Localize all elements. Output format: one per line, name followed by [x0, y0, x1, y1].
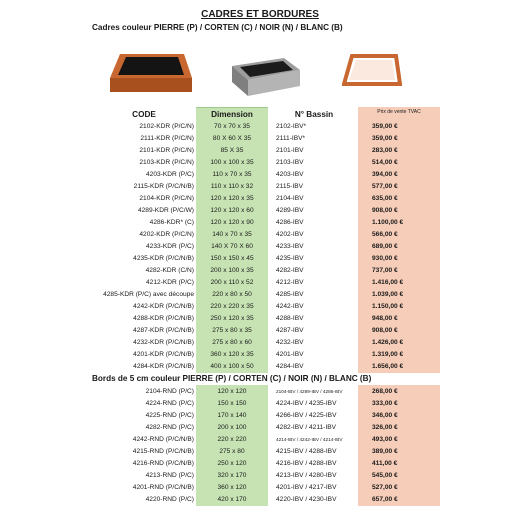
dimension-value: 120 x 120 x 90: [210, 219, 254, 226]
column-header-code: CODE: [132, 109, 156, 119]
dimension-value: 150 x 150: [217, 400, 247, 407]
dimension-value: 400 x 100 x 50: [210, 363, 254, 370]
dimension-value: 250 x 120 x 35: [210, 315, 254, 322]
product-code: 4235-KDR (P/C/N/B): [133, 255, 194, 262]
dimension-value: 220 x 80 x 50: [212, 291, 252, 298]
dimension-value: 360 x 120: [217, 484, 247, 491]
product-code: 4287-KDR (P/C/N/B): [133, 327, 194, 334]
table-row: [0, 386, 520, 398]
product-code: 4242-RND (P/C/N/B): [132, 436, 194, 443]
dimension-value: 220 x 220: [217, 436, 247, 443]
table-row: [0, 434, 520, 446]
bassin-number: 4216-IBV / 4288-IBV: [276, 460, 337, 467]
bassin-number: 4235-IBV: [276, 255, 304, 262]
product-code: 4202-KDR (P/C/N): [139, 231, 194, 238]
price-value: 1.416,00 €: [372, 279, 404, 286]
table-row: [0, 157, 520, 169]
bassin-number: 4214-IBV / 4242-IBV / 4214-IBV: [276, 437, 343, 442]
dimension-value: 140 x 70 x 35: [212, 231, 252, 238]
table-row: [0, 289, 520, 301]
table-row: [0, 494, 520, 506]
bassin-number: 4242-IBV: [276, 303, 304, 310]
table-row: [0, 121, 520, 133]
price-value: 359,00 €: [372, 123, 398, 130]
table-row: [0, 470, 520, 482]
product-code: 4284-KDR (P/C/N/B): [133, 363, 194, 370]
dimension-value: 120 x 120: [217, 388, 247, 395]
product-code: 4288-KDR (P/C/N/B): [133, 315, 194, 322]
dimension-value: 80 X 60 X 35: [212, 135, 252, 142]
table-row: [0, 265, 520, 277]
bassin-number: 4286-IBV: [276, 219, 304, 226]
dimension-value: 100 x 100 x 35: [210, 159, 254, 166]
bassin-number: 4203-IBV: [276, 171, 304, 178]
price-value: 333,00 €: [372, 400, 398, 407]
bassin-number: 4282-IBV: [276, 267, 304, 274]
price-value: 411,00 €: [372, 460, 398, 467]
price-value: 908,00 €: [372, 327, 398, 334]
table-row: [0, 325, 520, 337]
product-code: 2111-KDR (P/C/N): [140, 135, 194, 142]
dimension-value: 320 x 170: [217, 472, 247, 479]
price-value: 493,00 €: [372, 436, 398, 443]
table-row: [0, 361, 520, 373]
bassin-number: 2115-IBV: [276, 183, 304, 190]
price-value: 346,00 €: [372, 412, 398, 419]
table-row: [0, 241, 520, 253]
table-row: [0, 229, 520, 241]
price-value: 1.150,00 €: [372, 303, 404, 310]
product-code: 4220-RND (P/C): [145, 496, 194, 503]
price-value: 737,00 €: [372, 267, 398, 274]
bassin-number: 4233-IBV: [276, 243, 304, 250]
bassin-number: 4287-IBV: [276, 327, 304, 334]
price-value: 1.656,00 €: [372, 363, 404, 370]
table-row: [0, 277, 520, 289]
price-value: 689,00 €: [372, 243, 398, 250]
dimension-value: 200 x 100 x 35: [210, 267, 254, 274]
bassin-number: 2103-IBV: [276, 159, 304, 166]
product-code: 4201-KDR (P/C/N/B): [133, 351, 194, 358]
dimension-value: 420 x 170: [217, 496, 247, 503]
dimension-value: 120 x 120 x 35: [210, 195, 254, 202]
product-code: 2104-KDR (P/C/N): [139, 195, 194, 202]
table-row: [0, 145, 520, 157]
dimension-value: 275 x 80: [219, 448, 245, 455]
dimension-value: 250 x 120: [217, 460, 247, 467]
bassin-number: 4224-IBV / 4235-IBV: [276, 400, 337, 407]
bassin-number: 4284-IBV: [276, 363, 304, 370]
price-value: 326,00 €: [372, 424, 398, 431]
product-code: 2101-KDR (P/C/N): [139, 147, 194, 154]
table-row: [0, 422, 520, 434]
bassin-number: 2104-IBV / 4289-IBV / 4286-IBV: [276, 389, 343, 394]
bassin-number: 2111-IBV*: [276, 135, 306, 142]
bassin-number: 4220-IBV / 4230-IBV: [276, 496, 337, 503]
dimension-value: 275 x 80 x 60: [212, 339, 252, 346]
dimension-value: 200 x 110 x 52: [210, 279, 254, 286]
price-value: 545,00 €: [372, 472, 398, 479]
price-value: 635,00 €: [372, 195, 398, 202]
dimension-value: 70 x 70 x 35: [214, 123, 250, 130]
bassin-number: 2101-IBV: [276, 147, 304, 154]
bassin-number: 4232-IBV: [276, 339, 304, 346]
column-header-prix: Prix de vente TVAC: [358, 107, 440, 121]
corten-frame-image: [106, 48, 194, 96]
table-row: [0, 205, 520, 217]
dimension-value: 220 x 220 x 35: [210, 303, 254, 310]
bassin-number: 4285-IBV: [276, 291, 304, 298]
table-row: [0, 301, 520, 313]
product-code: 2104-RND (P/C): [145, 388, 194, 395]
price-value: 948,00 €: [372, 315, 398, 322]
price-value: 268,00 €: [372, 388, 398, 395]
table-row: [0, 217, 520, 229]
dimension-value: 140 X 70 X 60: [211, 243, 253, 250]
product-code: 4282-RND (P/C): [145, 424, 194, 431]
product-code: 4233-KDR (P/C): [145, 243, 194, 250]
column-header-dimension: Dimension: [196, 107, 268, 121]
bassin-number: 4282-IBV / 4211-IBV: [276, 424, 336, 431]
dimension-value: 85 X 35: [220, 147, 244, 154]
bassin-number: 4202-IBV: [276, 231, 304, 238]
stone-frame-image: [230, 52, 302, 98]
section-title-cadres: Cadres couleur PIERRE (P) / CORTEN (C) / NOIR (N) / BLANC (B): [92, 23, 343, 32]
dimension-value: 110 x 110 x 32: [210, 183, 254, 190]
product-code: 4242-KDR (P/C/N/B): [133, 303, 194, 310]
table-row: [0, 193, 520, 205]
table-row: [0, 181, 520, 193]
table-row: [0, 253, 520, 265]
product-code: 4212-KDR (P/C): [145, 279, 194, 286]
price-value: 394,00 €: [372, 171, 398, 178]
table-row: [0, 410, 520, 422]
table-row: [0, 133, 520, 145]
bassin-number: 4201-IBV / 4217-IBV: [276, 484, 337, 491]
section-title-bords: Bords de 5 cm couleur PIERRE (P) / CORTEN (C) / NOIR (N) / BLANC (B): [92, 374, 372, 383]
product-code: 4282-KDR (C/N): [145, 267, 194, 274]
table-row: [0, 398, 520, 410]
product-code: 4215-RND (P/C/N/B): [132, 448, 194, 455]
bassin-number: 4266-IBV / 4225-IBV: [276, 412, 337, 419]
table-row: [0, 349, 520, 361]
price-value: 908,00 €: [372, 207, 398, 214]
bassin-number: 4212-IBV: [276, 279, 304, 286]
product-code: 2102-KDR (P/C/N): [139, 123, 194, 130]
bassin-number: 4288-IBV: [276, 315, 304, 322]
product-code: 4213-RND (P/C): [145, 472, 194, 479]
product-code: 4225-RND (P/C): [145, 412, 194, 419]
table-row: [0, 313, 520, 325]
product-code: 4224-RND (P/C): [145, 400, 194, 407]
bassin-number: 2104-IBV: [276, 195, 304, 202]
dimension-value: 200 x 100: [217, 424, 247, 431]
table-row: [0, 482, 520, 494]
price-value: 514,00 €: [372, 159, 398, 166]
price-value: 389,00 €: [372, 448, 398, 455]
price-value: 527,00 €: [372, 484, 398, 491]
bassin-number: 4289-IBV: [276, 207, 304, 214]
dimension-value: 170 x 140: [217, 412, 247, 419]
table-row: [0, 169, 520, 181]
bassin-number: 4215-IBV / 4288-IBV: [276, 448, 337, 455]
price-value: 283,00 €: [372, 147, 398, 154]
product-code: 4286-KDR* (C): [149, 219, 194, 226]
product-code: 4203-KDR (P/C): [145, 171, 194, 178]
product-code: 4216-RND (P/C/N/B): [132, 460, 194, 467]
dimension-value: 120 x 120 x 60: [210, 207, 254, 214]
product-code: 4201-RND (P/C/N/B): [132, 484, 194, 491]
product-code: 4285-KDR (P/C) avec découpe: [103, 291, 194, 298]
table-row: [0, 446, 520, 458]
dimension-value: 150 x 150 x 45: [210, 255, 254, 262]
bassin-number: 4213-IBV / 4280-IBV: [276, 472, 337, 479]
bassin-number: 2102-IBV*: [276, 123, 307, 130]
price-value: 1.039,00 €: [372, 291, 404, 298]
dimension-value: 360 x 120 x 35: [210, 351, 254, 358]
price-value: 577,00 €: [372, 183, 398, 190]
price-value: 1.319,00 €: [372, 351, 404, 358]
product-code: 4232-KDR (P/C/N/B): [133, 339, 194, 346]
dimension-value: 110 x 70 x 35: [212, 171, 252, 178]
dimension-value: 275 x 80 x 35: [212, 327, 252, 334]
product-code: 4289-KDR (P/C/W): [137, 207, 194, 214]
price-value: 930,00 €: [372, 255, 398, 262]
price-value: 657,00 €: [372, 496, 398, 503]
bassin-number: 4201-IBV: [276, 351, 304, 358]
page-title: CADRES ET BORDURES: [201, 9, 319, 20]
product-code: 2115-KDR (P/C/N/B): [133, 183, 194, 190]
product-code: 2103-KDR (P/C/N): [139, 159, 194, 166]
column-header-bassin: N° Bassin: [294, 109, 334, 119]
price-value: 359,00 €: [372, 135, 398, 142]
border-frame-image: [342, 54, 402, 92]
price-value: 1.426,00 €: [372, 339, 404, 346]
price-value: 1.100,00 €: [372, 219, 404, 226]
table-row: [0, 337, 520, 349]
price-value: 566,00 €: [372, 231, 398, 238]
table-row: [0, 458, 520, 470]
